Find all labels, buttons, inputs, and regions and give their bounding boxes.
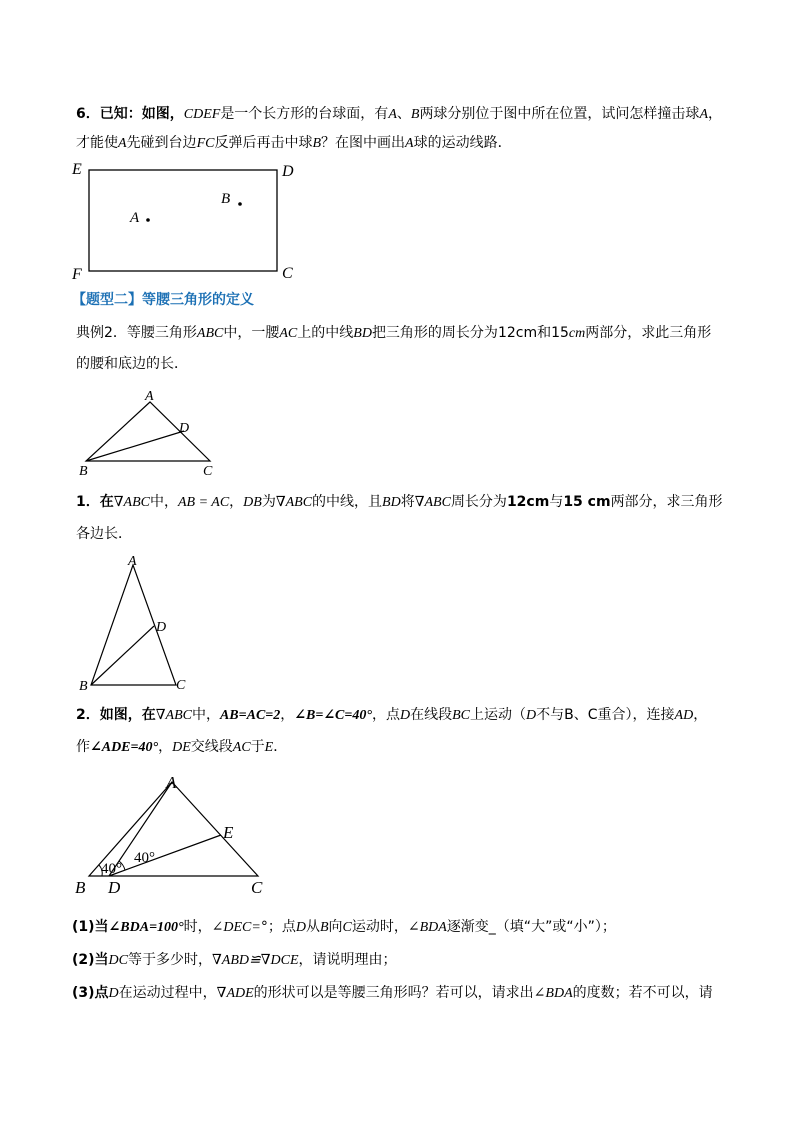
math-angle: ∠BDA=100°	[108, 920, 184, 935]
math-d: D	[108, 986, 119, 1001]
p2-text: ．	[273, 739, 288, 755]
math-tri: ∇ABC	[155, 708, 192, 723]
label-d: D	[156, 620, 167, 635]
q6-text: ，	[708, 106, 722, 122]
label-a: A	[166, 773, 177, 792]
math-d: D	[399, 708, 411, 723]
triangle-abc	[86, 402, 210, 461]
math-fc: FC	[196, 136, 215, 151]
label-b: B	[221, 191, 231, 207]
problem2-line1	[76, 705, 707, 726]
section-heading: 【题型二】等腰三角形的定义	[72, 292, 254, 308]
math-tri: ∇ABC	[113, 495, 150, 510]
math-a: A	[388, 107, 397, 122]
q6-text: 6．已知：如图，	[76, 106, 184, 122]
triangle-figure-ex2	[76, 388, 226, 478]
p2-text: 作	[76, 739, 90, 755]
ex2-num: 12cm	[497, 325, 538, 341]
p2-text: 重合），连接	[597, 707, 675, 723]
angle-label-b: 40°	[101, 861, 122, 877]
math-cdef: CDEF	[183, 107, 221, 122]
sub-text: 时，	[183, 919, 212, 935]
q6-text: 两球分别位于图中所在位置，试问怎样撞击球	[419, 106, 700, 122]
problem1-line2: 各边长．	[76, 526, 132, 542]
math-cond: ∠B=∠C=40°	[294, 708, 372, 723]
p1-text: 中，	[149, 494, 178, 510]
q6-text: 反弹后再击中球	[214, 135, 313, 151]
p1-text: ，	[229, 494, 244, 510]
ex2-text: 把三角形的周长分为	[371, 325, 498, 341]
label-e: E	[223, 823, 234, 842]
q6-text: ？在图中画出	[321, 135, 406, 151]
math-tri: ∇ABC	[275, 495, 313, 510]
p1-num: 15 cm	[563, 494, 611, 510]
p2-text: ，	[280, 707, 295, 723]
p2-text: 、	[573, 707, 588, 723]
math-angle: ∠BDA	[533, 986, 573, 1001]
q6-line1	[76, 104, 722, 125]
q6-text: 球的运动线路．	[413, 135, 512, 151]
p2-text: 上运动（	[470, 707, 526, 723]
ex2-text: 两部分，求此三角形	[585, 325, 712, 341]
label-d: D	[179, 421, 190, 436]
p1-text: 为	[261, 494, 276, 510]
label-d: D	[108, 878, 121, 897]
p1-num: 12cm	[506, 494, 550, 510]
label-c: C	[203, 464, 213, 479]
q6-text: 、	[396, 106, 411, 122]
sub-text: 逐渐变_（填“大”或“小”）；	[446, 919, 616, 935]
p2-text: ，	[158, 739, 173, 755]
label-d: D	[282, 163, 294, 180]
table-rectangle	[89, 170, 277, 271]
sub-text: 向	[328, 919, 343, 935]
q6-text: 才能使	[76, 135, 118, 151]
ex2-unit: cm	[568, 326, 586, 341]
math-ac: AC	[232, 740, 251, 755]
label-c: C	[282, 265, 293, 282]
math-abc: ABC	[196, 326, 224, 341]
sub-text: (1)当	[72, 919, 109, 935]
math-a: A	[405, 136, 414, 151]
p2-text: 2．如图，在	[76, 707, 156, 723]
math-d: D	[526, 708, 537, 723]
sub-text: 等于多少时，	[128, 952, 212, 968]
subquestion-3	[72, 983, 713, 1004]
label-b: B	[79, 679, 88, 694]
math-bd: BD	[353, 326, 372, 341]
label-e: E	[72, 161, 82, 178]
label-a: A	[130, 210, 140, 226]
label-b: B	[75, 878, 86, 897]
triangle-figure-p2	[72, 770, 282, 900]
math-a: A	[699, 107, 708, 122]
math-angle: ∠DEC=	[211, 920, 261, 935]
math-b: B	[319, 920, 329, 935]
example2-line1	[76, 323, 711, 344]
math-ac: AC	[279, 326, 298, 341]
median-bd	[86, 431, 184, 461]
sub-text: 的度数；若不可以，请	[572, 985, 713, 1001]
p2-text: 于	[250, 739, 265, 755]
math-de: DE	[172, 740, 191, 755]
math-congruence: ∇ABD≌∇DCE	[212, 953, 299, 968]
q6-line2	[76, 133, 512, 154]
p1-text: 1．在	[76, 494, 114, 510]
label-c: C	[176, 678, 186, 693]
label-a: A	[145, 389, 154, 404]
p2-text: C	[587, 707, 598, 723]
math-tri: ∇ADE	[216, 986, 254, 1001]
math-bd: BD	[382, 495, 401, 510]
sub-text: 的形状可以是等腰三角形吗？若可以，请求出	[253, 985, 534, 1001]
p1-text: 的中线，且	[312, 494, 383, 510]
sub-text: 运动时，	[351, 919, 408, 935]
p1-text: 周长分为	[450, 494, 507, 510]
subquestion-1	[72, 917, 616, 938]
math-b: B	[410, 107, 420, 122]
p2-text: 中，	[191, 707, 220, 723]
math-bc: BC	[452, 708, 470, 723]
sub-text: ，请说明理由；	[298, 952, 397, 968]
q6-text: 先碰到台边	[126, 135, 197, 151]
sub-text: (3)点	[72, 985, 109, 1001]
sub-text: (2)当	[72, 952, 109, 968]
p2-text: B	[564, 707, 574, 723]
median-bd	[91, 626, 154, 685]
label-f: F	[72, 266, 82, 283]
p2-text: 不与	[536, 707, 565, 723]
math-a: A	[118, 136, 127, 151]
triangle-figure-p1	[76, 553, 196, 693]
example2-line2: 的腰和底边的长．	[76, 356, 188, 372]
math-c: C	[342, 920, 352, 935]
label-b: B	[79, 464, 88, 479]
p1-text: 与	[549, 494, 564, 510]
math-b: B	[312, 136, 322, 151]
math-ad: AD	[674, 708, 694, 723]
p2-text: 在线段	[410, 707, 453, 723]
math-tri: ∇ABC	[414, 495, 451, 510]
ball-a	[146, 218, 150, 222]
p1-text: 两部分，求三角形	[610, 494, 723, 510]
ex2-text: 中，一腰	[223, 325, 280, 341]
ex2-text: 和	[537, 325, 552, 341]
subquestion-2	[72, 950, 397, 971]
ex2-text: 上的中线	[297, 325, 354, 341]
problem2-line2	[76, 737, 287, 758]
p2-text: ，点	[371, 707, 400, 723]
math-cond: AB=AC=2	[219, 708, 281, 723]
segment-de	[109, 835, 221, 876]
angle-label-d: 40°	[134, 850, 155, 866]
p2-text: ，	[693, 707, 708, 723]
math-eq: AB = AC	[177, 495, 230, 510]
math-angle: ∠ADE=40°	[90, 740, 159, 755]
math-d: D	[295, 920, 306, 935]
math-dc: DC	[108, 953, 128, 968]
ex2-num: 15	[551, 325, 569, 341]
billiard-table-figure	[66, 158, 306, 283]
sub-text: 在运动过程中，	[118, 985, 217, 1001]
label-c: C	[251, 878, 263, 897]
ex2-text: 典例2．等腰三角形	[76, 325, 197, 341]
p2-text: 交线段	[190, 739, 233, 755]
math-angle: ∠BDA	[407, 920, 447, 935]
math-db: DB	[243, 495, 262, 510]
label-a: A	[128, 554, 137, 569]
sub-text: °；点	[260, 919, 296, 935]
math-e: E	[264, 740, 274, 755]
ball-b	[238, 202, 242, 206]
p1-text: 将	[400, 494, 415, 510]
sub-text: 从	[305, 919, 320, 935]
q6-text: 是一个长方形的台球面，有	[220, 106, 389, 122]
problem1-line1	[76, 492, 723, 513]
